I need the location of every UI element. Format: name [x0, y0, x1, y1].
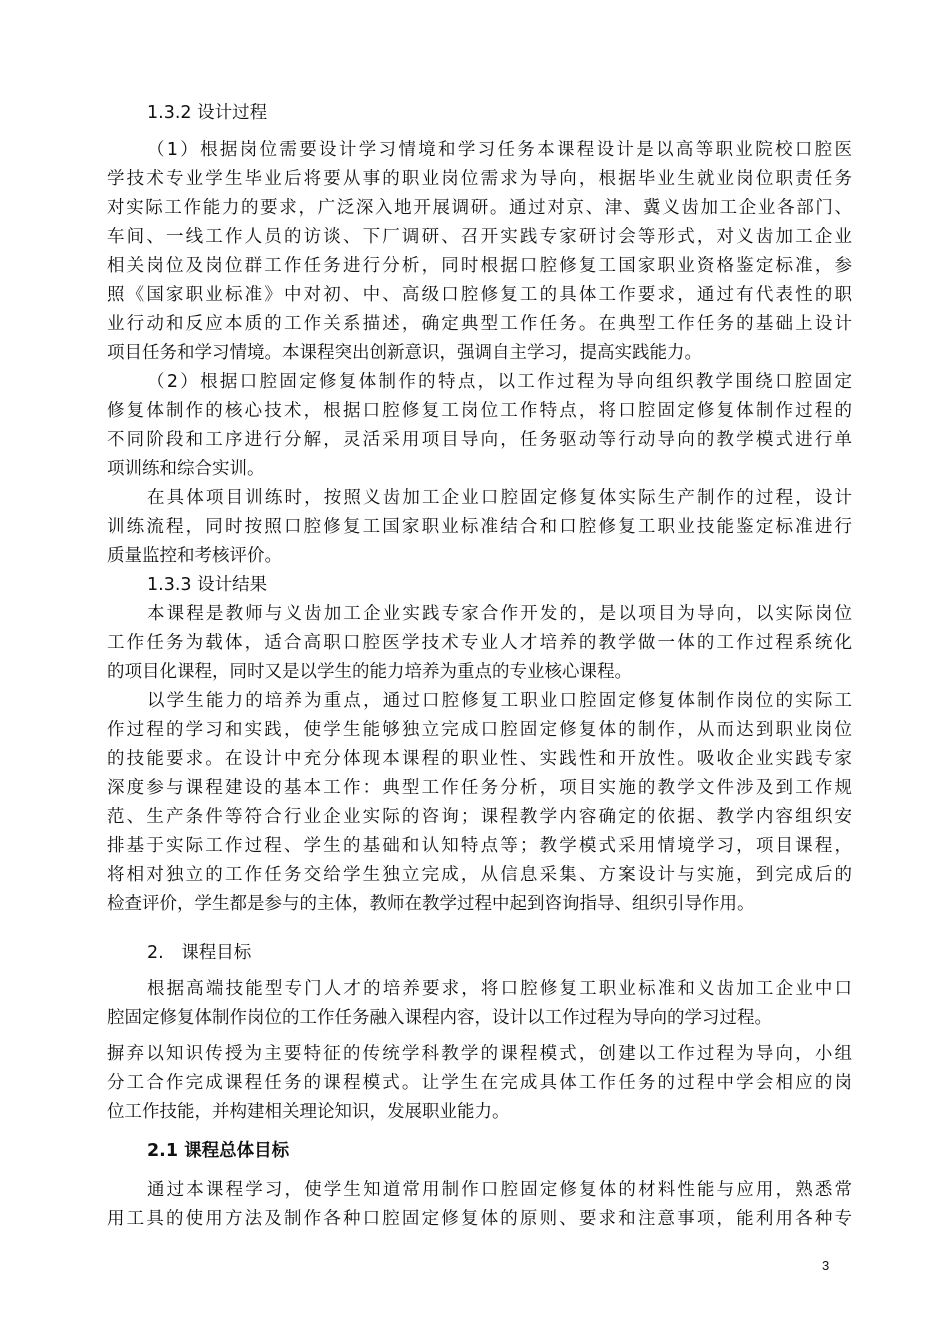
- paragraph-line: 根据高端技能型专门人才的培养要求，将口腔修复工职业标准和义齿加工企业中口: [147, 979, 852, 999]
- paragraph-line: 学技术专业学生毕业后将要从事的职业岗位需求为导向，根据毕业生就业岗位职责任务: [107, 169, 852, 189]
- paragraph-line: 修复体制作的核心技术，根据口腔修复工岗位工作特点，将口腔固定修复体制作过程的: [107, 401, 852, 421]
- paragraph-line: 训练流程，同时按照口腔修复工国家职业标准结合和口腔修复工职业技能鉴定标准进行: [107, 517, 852, 537]
- section-heading-2: 2. 课程目标: [147, 943, 252, 963]
- paragraph-line: 在具体项目训练时，按照义齿加工企业口腔固定修复体实际生产制作的过程，设计: [147, 488, 852, 508]
- paragraph-line: 深度参与课程建设的基本工作：典型工作任务分析，项目实施的教学文件涉及到工作规: [107, 778, 852, 798]
- paragraph-line: 相关岗位及岗位群工作任务进行分析，同时根据口腔修复工国家职业资格鉴定标准，参: [107, 256, 852, 276]
- paragraph-line: 位工作技能，并构建相关理论知识，发展职业能力。: [107, 1102, 510, 1122]
- paragraph-line: 作过程的学习和实践，使学生能够独立完成口腔固定修复体的制作，从而达到职业岗位: [107, 720, 852, 740]
- section-heading-2-1: 2.1 课程总体目标: [147, 1141, 290, 1161]
- paragraph-line: 以学生能力的培养为重点，通过口腔修复工职业口腔固定修复体制作岗位的实际工: [147, 691, 852, 711]
- paragraph-line: 对实际工作能力的要求，广泛深入地开展调研。通过对京、津、冀义齿加工企业各部门、: [107, 198, 852, 218]
- section-heading-1-3-2: 1.3.2 设计过程: [147, 103, 268, 123]
- paragraph-line: 工作任务为载体，适合高职口腔医学技术专业人才培养的教学做一体的工作过程系统化: [107, 633, 852, 653]
- page-number: 3: [822, 1258, 830, 1273]
- paragraph-line: 质量监控和考核评价。: [107, 546, 282, 566]
- paragraph-line: 通过本课程学习，使学生知道常用制作口腔固定修复体的材料性能与应用，熟悉常: [147, 1180, 852, 1200]
- section-heading-1-3-3: 1.3.3 设计结果: [147, 575, 268, 595]
- paragraph-line: 摒弃以知识传授为主要特征的传统学科教学的课程模式，创建以工作过程为导向，小组: [107, 1044, 852, 1064]
- paragraph-line: （2）根据口腔固定修复体制作的特点，以工作过程为导向组织教学围绕口腔固定: [147, 372, 852, 392]
- paragraph-line: 范、生产条件等符合行业企业实际的咨询；课程教学内容确定的依据、教学内容组织安: [107, 807, 852, 827]
- paragraph-line: 本课程是教师与义齿加工企业实践专家合作开发的，是以项目为导向，以实际岗位: [147, 604, 852, 624]
- paragraph-line: 将相对独立的工作任务交给学生独立完成，从信息采集、方案设计与实施，到完成后的: [107, 865, 852, 885]
- paragraph-line: 的技能要求。在设计中充分体现本课程的职业性、实践性和开放性。吸收企业实践专家: [107, 749, 852, 769]
- paragraph-line: 用工具的使用方法及制作各种口腔固定修复体的原则、要求和注意事项，能利用各种专: [107, 1209, 852, 1229]
- paragraph-line: 项目任务和学习情境。本课程突出创新意识，强调自主学习，提高实践能力。: [107, 343, 702, 363]
- paragraph-line: 腔固定修复体制作岗位的工作任务融入课程内容，设计以工作过程为导向的学习过程。: [107, 1008, 772, 1028]
- paragraph-line: 业行动和反应本质的工作关系描述，确定典型工作任务。在典型工作任务的基础上设计: [107, 314, 852, 334]
- paragraph-line: 排基于实际工作过程、学生的基础和认知特点等；教学模式采用情境学习，项目课程，: [107, 836, 852, 856]
- paragraph-line: 检查评价，学生都是参与的主体，教师在教学过程中起到咨询指导、组织引导作用。: [107, 894, 755, 914]
- paragraph-line: 不同阶段和工序进行分解，灵活采用项目导向，任务驱动等行动导向的教学模式进行单: [107, 430, 852, 450]
- paragraph-line: 的项目化课程，同时又是以学生的能力培养为重点的专业核心课程。: [107, 662, 632, 682]
- paragraph-line: （1）根据岗位需要设计学习情境和学习任务本课程设计是以高等职业院校口腔医: [147, 140, 852, 160]
- paragraph-line: 项训练和综合实训。: [107, 459, 265, 479]
- paragraph-line: 车间、一线工作人员的访谈、下厂调研、召开实践专家研讨会等形式，对义齿加工企业: [107, 227, 852, 247]
- paragraph-line: 分工合作完成课程任务的课程模式。让学生在完成具体工作任务的过程中学会相应的岗: [107, 1073, 852, 1093]
- paragraph-line: 照《国家职业标准》中对初、中、高级口腔修复工的具体工作要求，通过有代表性的职: [107, 285, 852, 305]
